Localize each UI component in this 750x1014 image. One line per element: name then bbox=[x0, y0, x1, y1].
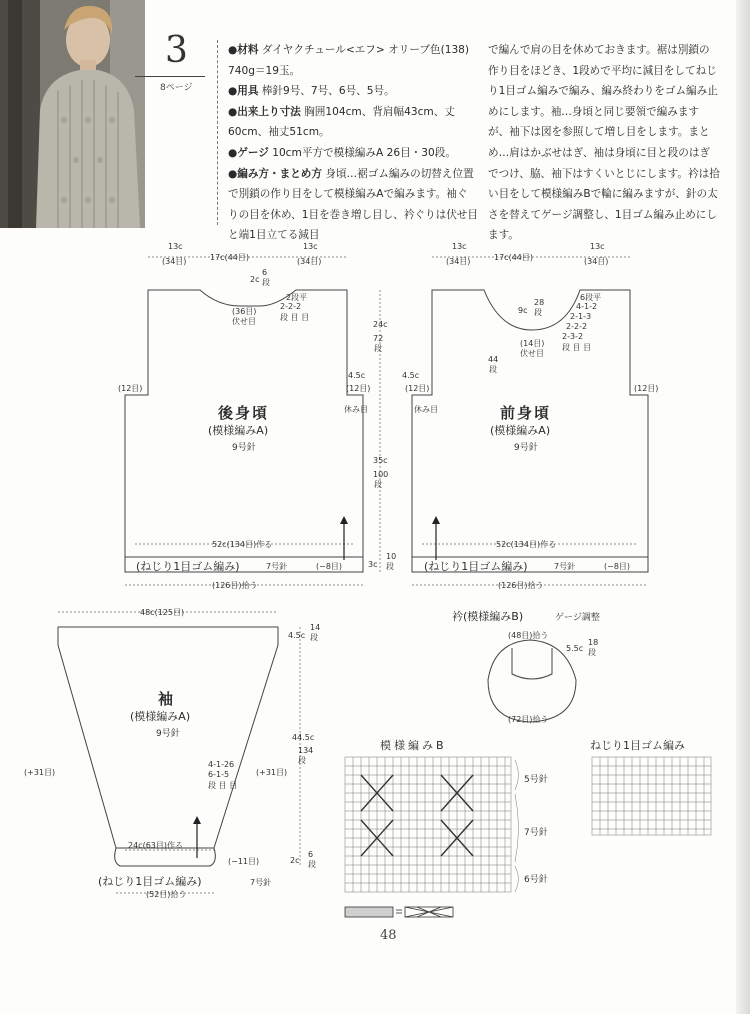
front-neck-rule-1: 4-1-2 bbox=[576, 302, 598, 311]
front-rib-needle: 7号針 bbox=[554, 562, 576, 571]
back-rest: 休み目 bbox=[344, 405, 368, 414]
back-neck-dec: 2-2-2 bbox=[280, 302, 302, 311]
front-armhole-in: 4.5c bbox=[402, 371, 420, 380]
sleeve-inc-left: (+31目) bbox=[24, 768, 56, 777]
back-title: 後身頃 bbox=[218, 404, 270, 422]
back-shoulder-right-sts: (34目) bbox=[297, 257, 322, 266]
sleeve-inc-rule-1: 6-1-5 bbox=[208, 770, 230, 779]
back-neck-width: 17c(44目) bbox=[210, 253, 249, 262]
back-rib-rows: 10段 bbox=[386, 552, 397, 571]
back-pickup: (126目)拾う bbox=[212, 581, 258, 590]
back-shoulder-left-cm: 13c bbox=[168, 242, 183, 251]
sleeve-rib-height-cm: 2c bbox=[290, 856, 300, 865]
front-neck-rule-3: 2-2-2 bbox=[566, 322, 588, 331]
back-side-height-cm: 35c bbox=[373, 456, 388, 465]
materials-line: ●材料 ダイヤクチュール<エフ> オリーブ色(138) 740g＝19玉。 bbox=[228, 44, 470, 77]
front-cast-on: 52c(134目)作る bbox=[496, 540, 557, 549]
back-armhole-height-cm: 24c bbox=[373, 320, 388, 329]
back-armhole-in: 4.5c bbox=[348, 371, 366, 380]
sleeve-inc-rule-0: 4-1-26 bbox=[208, 760, 235, 769]
collar-outline bbox=[488, 640, 576, 722]
front-neck-rule-0: 6段平 bbox=[580, 293, 602, 302]
size-line: ●出来上り寸法 胸囲104cm、背肩幅43cm、丈60cm、袖丈51cm。 bbox=[228, 105, 455, 139]
tools-line: ●用具 棒針9号、7号、6号、5号。 bbox=[228, 85, 395, 98]
back-rib-height: 3c bbox=[368, 560, 378, 569]
front-neck-depth-cm: 9c bbox=[518, 306, 528, 315]
back-neck-rows: 2段平 bbox=[286, 293, 308, 302]
front-shoulder-left-cm: 13c bbox=[452, 242, 467, 251]
front-neck-rule-4: 2-3-2 bbox=[562, 332, 584, 341]
page-number: 48 bbox=[380, 928, 397, 943]
pattern-number: 3 bbox=[165, 30, 188, 71]
back-armhole-left: (12目) bbox=[118, 384, 143, 393]
rib-chart-grid bbox=[592, 757, 711, 835]
chart-b-needle-5: 5号針 bbox=[524, 775, 548, 785]
front-neck-bind-label: 伏せ目 bbox=[520, 349, 544, 358]
front-shoulder-right-sts: (34目) bbox=[584, 257, 609, 266]
back-neck-depth-cm: 2c bbox=[250, 275, 260, 284]
collar-height-cm: 5.5c bbox=[566, 644, 584, 653]
sleeve-rib-dec: (−11目) bbox=[228, 857, 260, 866]
cable-key bbox=[345, 907, 453, 917]
collar-note: ゲージ調整 bbox=[555, 613, 600, 623]
front-armhole-left: (12目) bbox=[405, 384, 430, 393]
front-neck-depth-rows: 28段 bbox=[534, 298, 545, 317]
front-rib-dec: (−8目) bbox=[604, 562, 631, 571]
back-armhole-height-rows: 72段 bbox=[373, 334, 384, 353]
chart-b-title: 模様編みB bbox=[380, 739, 447, 752]
sleeve-inc-rule-legend: 段 目 目 bbox=[208, 781, 238, 790]
front-neck-width: 17c(44目) bbox=[494, 253, 533, 262]
front-armhole-rows: 44段 bbox=[488, 355, 499, 374]
sleeve-inc-right: (+31目) bbox=[256, 768, 288, 777]
back-armhole-right: (12目) bbox=[346, 384, 371, 393]
back-rib: (ねじり1目ゴム編み) bbox=[136, 560, 240, 573]
back-rib-needle: 7号針 bbox=[266, 562, 288, 571]
sleeve-needle: 9号針 bbox=[156, 729, 180, 739]
front-needle: 9号針 bbox=[514, 443, 538, 453]
back-shoulder-left-sts: (34目) bbox=[162, 257, 187, 266]
collar-bottom-pickup: (72目)拾う bbox=[508, 715, 549, 724]
front-neck-rule-legend: 段 目 目 bbox=[562, 343, 592, 352]
sleeve-rib-needle: 7号針 bbox=[250, 878, 272, 887]
back-cast-on: 52c(134目)作る bbox=[212, 540, 273, 549]
back-neck-depth-rows: 6段 bbox=[262, 268, 270, 287]
back-neck-dec-legend: 段 目 目 bbox=[280, 313, 310, 322]
method-line: ●編み方・まとめ方 身頃…裾ゴム編みの切替え位置で別鎖の作り目をして模様編みAで編みます。袖ぐりの目を休め、1目を巻き増し目し、衿ぐりは伏せ目と端1目立てる減目 bbox=[228, 167, 478, 242]
back-shoulder-right-cm: 13c bbox=[303, 242, 318, 251]
back-side-height-rows: 100段 bbox=[373, 470, 389, 489]
back-neck-bind: (36目) bbox=[232, 307, 257, 316]
back-pattern: (模様編みA) bbox=[208, 424, 269, 437]
front-pickup: (126目)拾う bbox=[498, 581, 544, 590]
sleeve-length-rows: 134段 bbox=[298, 746, 314, 765]
chart-b-needle-6: 6号針 bbox=[524, 875, 548, 885]
page-edge-shadow bbox=[736, 0, 750, 1014]
front-shoulder-left-sts: (34目) bbox=[446, 257, 471, 266]
front-rib: (ねじり1目ゴム編み) bbox=[424, 560, 528, 573]
instructions-column-2: で編んで肩の目を休めておきます。裾は別鎖の作り目をほどき、1段めで平均に減目をしてねじり1目ゴム編みで編み、編み終わりをゴム編み止めにします。袖…身頃と同じ要領で編みますが、袖下は図を参照して増し目をします。まとめ…肩はかぶせはぎ、袖は身頃に目と段のはぎでつけ、脇、袖下はすくいとじにします。衿は拾い目をして模様編みBで輪に編みますが、針の太さを替えてゲージ調整し、1目ゴム編み止めにします。 bbox=[488, 44, 720, 242]
sleeve-rib-rows: 6段 bbox=[308, 850, 316, 869]
collar-title: 衿(模様編みB) bbox=[452, 610, 524, 623]
chart-b-grid bbox=[345, 757, 519, 892]
front-pattern: (模様編みA) bbox=[490, 424, 551, 437]
chart-b-needle-7: 7号針 bbox=[524, 828, 548, 838]
front-armhole-right: (12目) bbox=[634, 384, 659, 393]
front-neck-rule-2: 2-1-3 bbox=[570, 312, 592, 321]
front-shoulder-right-cm: 13c bbox=[590, 242, 605, 251]
sleeve-rib: (ねじり1目ゴム編み) bbox=[98, 875, 202, 888]
back-rib-dec: (−8目) bbox=[316, 562, 343, 571]
front-rest: 休み目 bbox=[414, 405, 438, 414]
front-title: 前身頃 bbox=[500, 404, 552, 422]
rib-chart-title: ねじり1目ゴム編み bbox=[590, 739, 685, 752]
page-reference: 8ページ bbox=[160, 83, 193, 93]
collar-top-pickup: (48目)拾う bbox=[508, 631, 549, 640]
sleeve-cap-height-cm: 4.5c bbox=[288, 631, 306, 640]
back-neck-bind-label: 伏せ目 bbox=[232, 317, 256, 326]
gauge-line: ●ゲージ 10cm平方で模様編みA 26目・30段。 bbox=[228, 146, 456, 159]
sleeve-pickup: (52目)拾う bbox=[146, 890, 187, 899]
back-needle: 9号針 bbox=[232, 443, 256, 453]
sleeve-title: 袖 bbox=[158, 690, 176, 708]
sleeve-cap-height-rows: 14段 bbox=[310, 623, 321, 642]
front-neck-bind: (14目) bbox=[520, 339, 545, 348]
collar-height-rows: 18段 bbox=[588, 638, 599, 657]
collar-inner bbox=[512, 648, 552, 679]
sleeve-cast-on: 24c(63目)作る bbox=[128, 841, 183, 850]
sleeve-length-cm: 44.5c bbox=[292, 733, 315, 742]
sleeve-pattern: (模様編みA) bbox=[130, 710, 191, 723]
sleeve-top-width: 48c(125目) bbox=[140, 608, 185, 617]
